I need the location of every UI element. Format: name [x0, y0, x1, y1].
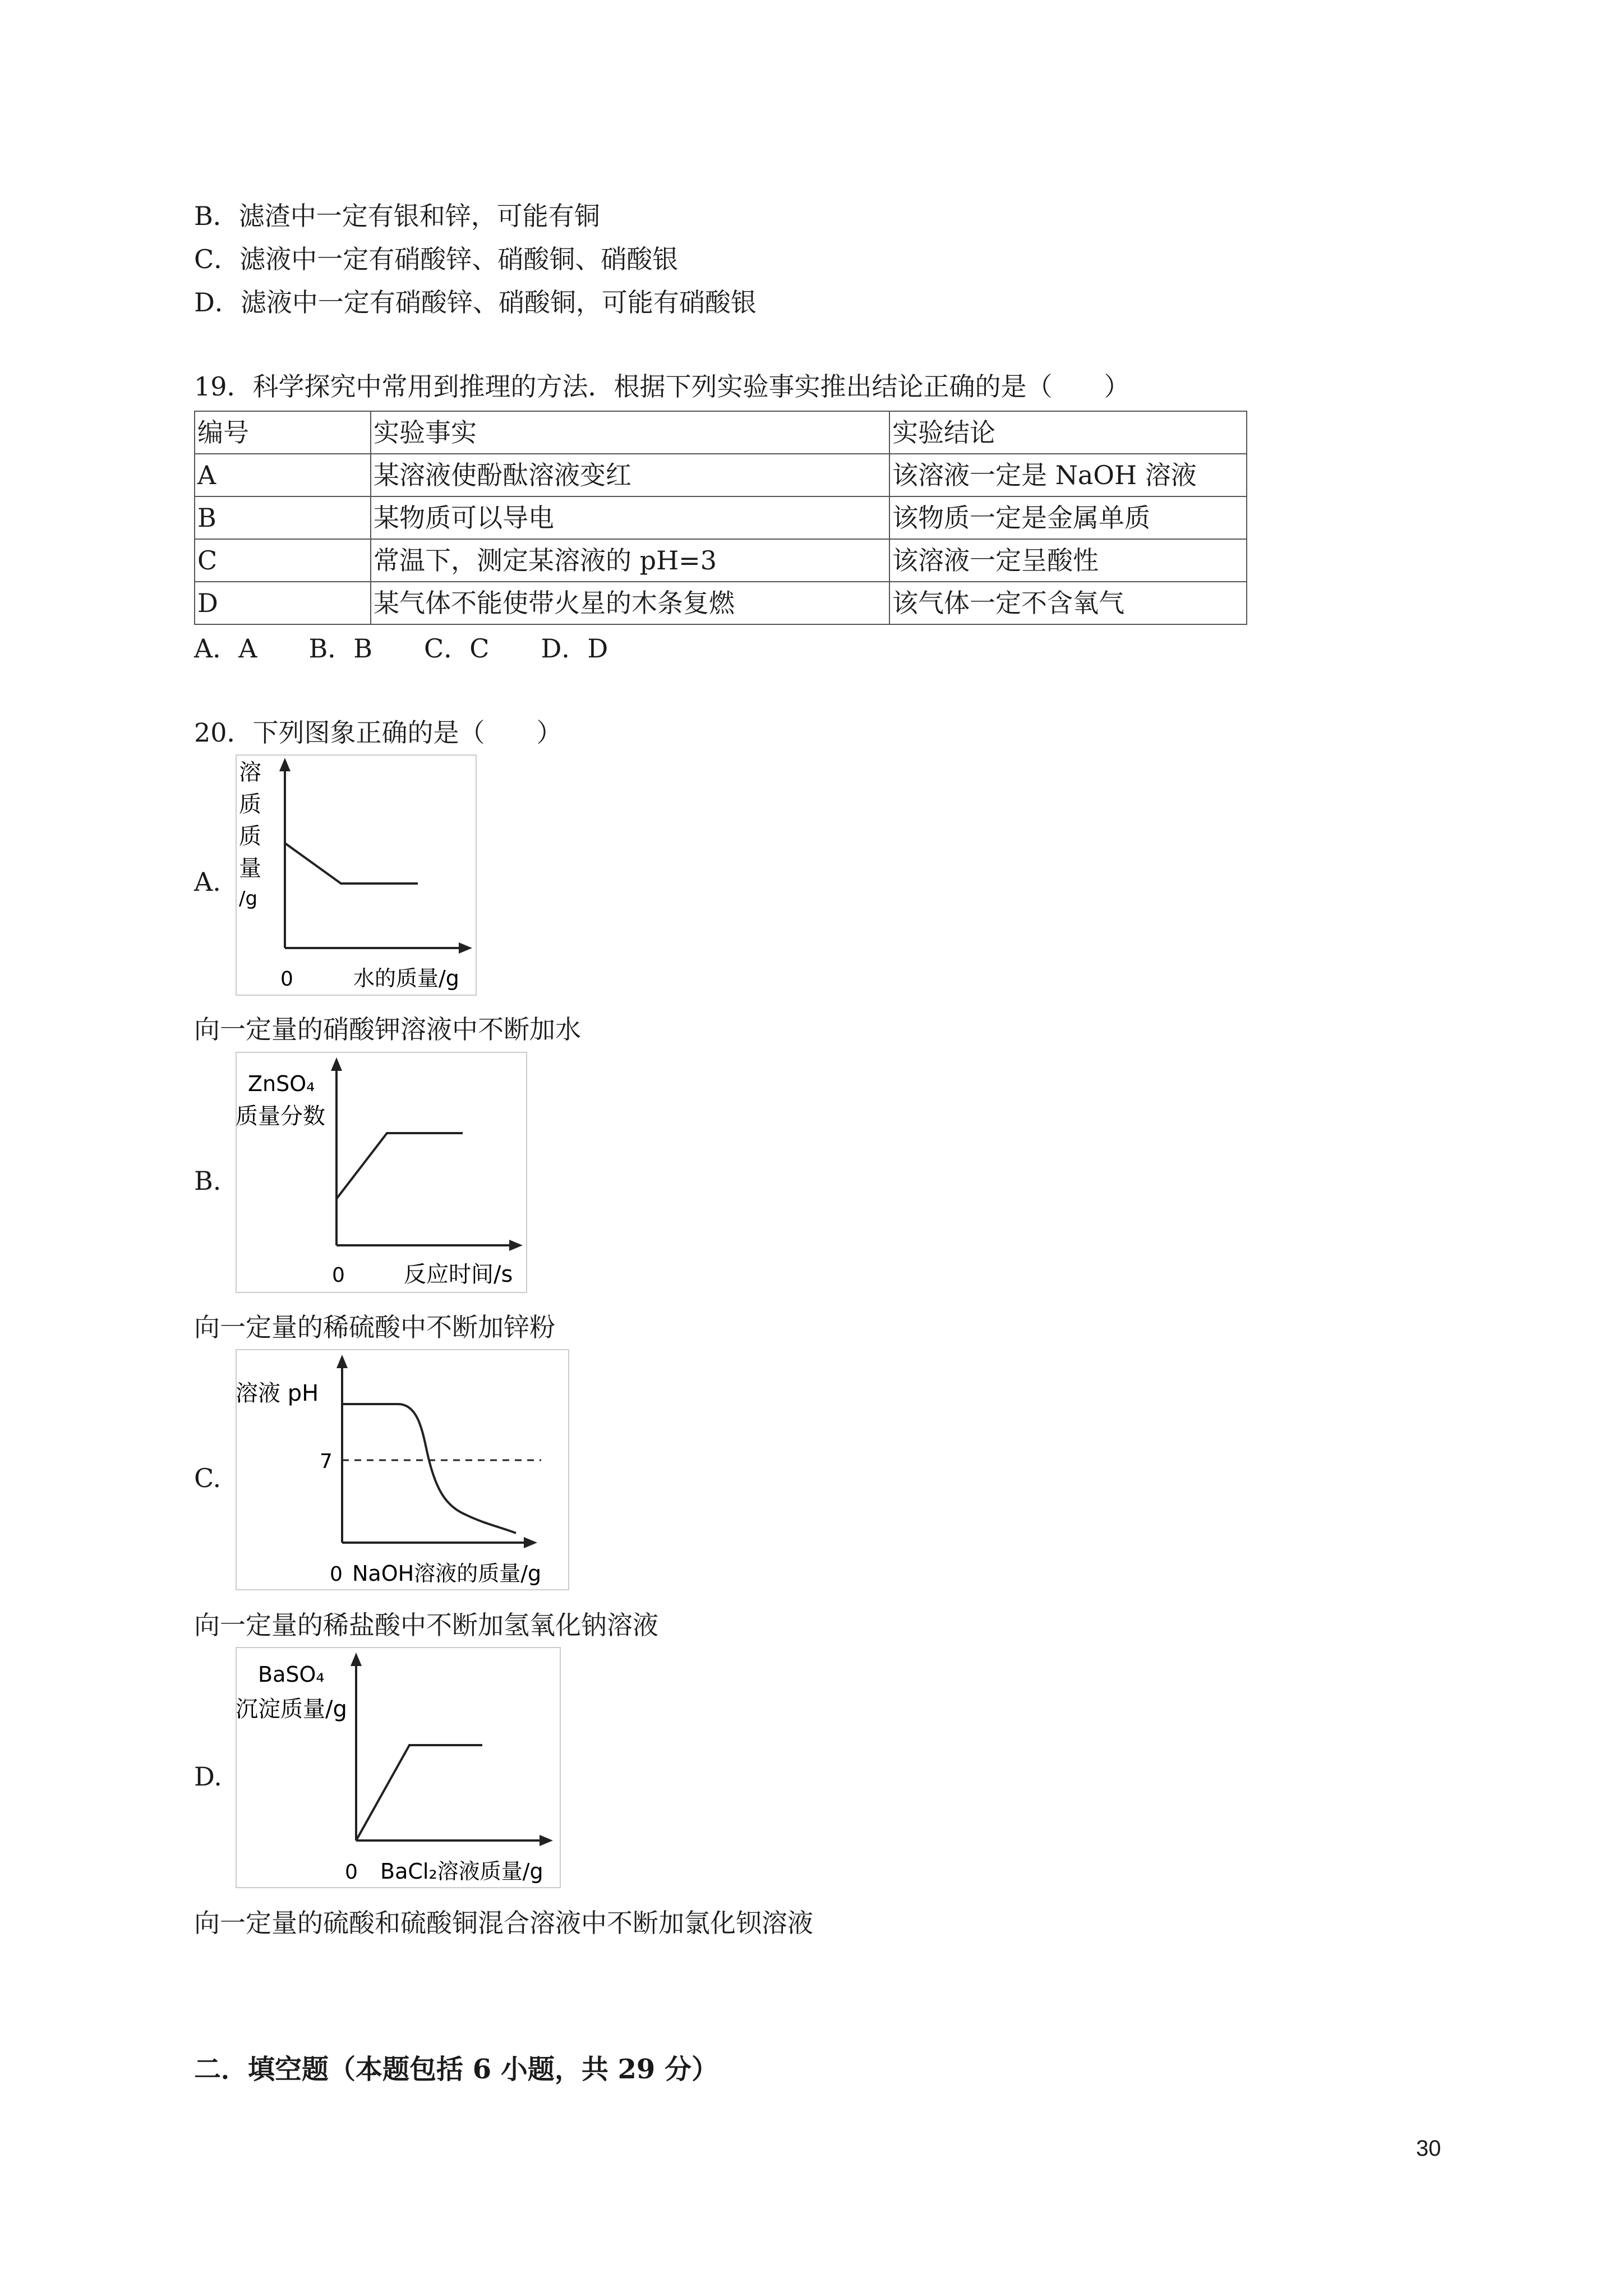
q20-option-a-caption: 向一定量的硝酸钾溶液中不断加水: [194, 1014, 581, 1045]
x-axis-label: BaCl₂溶液质量/g: [380, 1859, 543, 1884]
table-cell: 该物质一定是金属单质: [889, 496, 1247, 539]
table-header-cell: 实验事实: [371, 411, 889, 454]
y-label-line: 量: [239, 855, 261, 881]
q19-table: [194, 411, 1247, 625]
q19-stem: 19．科学探究中常用到推理的方法．根据下列实验事实推出结论正确的是（ ）: [194, 371, 1130, 402]
q20-graph-a: [236, 754, 477, 996]
table-row: [195, 454, 1247, 496]
q18-option-c: C．滤液中一定有硝酸锌、硝酸铜、硝酸银: [194, 244, 679, 274]
q20-option-d-letter: D.: [194, 1761, 222, 1792]
y-label-line: 质量分数: [236, 1103, 325, 1129]
q20-graph-c: [236, 1349, 569, 1590]
page-number: 30: [1416, 2136, 1441, 2161]
tick-label: 7: [320, 1450, 333, 1473]
origin-label: 0: [332, 1264, 345, 1287]
q20-graph-b: [236, 1052, 527, 1293]
q20-option-a-letter: A.: [194, 867, 221, 897]
q20-option-d-caption: 向一定量的硫酸和硫酸铜混合溶液中不断加氯化钡溶液: [194, 1908, 813, 1938]
q20-option-c-caption: 向一定量的稀盐酸中不断加氢氧化钠溶液: [194, 1610, 658, 1640]
y-label-line: 溶液 pH: [236, 1381, 319, 1406]
table-cell: B: [195, 496, 371, 539]
x-axis-label: NaOH溶液的质量/g: [352, 1561, 542, 1586]
table-row: [195, 496, 1247, 539]
table-cell: 某溶液使酚酞溶液变红: [371, 454, 889, 496]
y-label-line: 沉淀质量/g: [236, 1696, 347, 1722]
table-cell: 该溶液一定呈酸性: [889, 539, 1247, 582]
table-cell: C: [195, 539, 371, 582]
table-header-cell: 实验结论: [889, 411, 1247, 454]
table-cell: 某物质可以导电: [371, 496, 889, 539]
table-cell: D: [195, 582, 371, 624]
q20-option-b-caption: 向一定量的稀硫酸中不断加锌粉: [194, 1312, 555, 1342]
q20-option-b-letter: B.: [194, 1166, 222, 1196]
table-cell: 该溶液一定是 NaOH 溶液: [889, 454, 1247, 496]
table-row: [195, 539, 1247, 582]
q20-option-c-letter: C.: [194, 1463, 222, 1493]
table-row: [195, 582, 1247, 624]
q19-choices: A．A B．B C．C D．D: [194, 633, 608, 664]
origin-label: 0: [280, 968, 293, 991]
x-axis-label: 水的质量/g: [353, 966, 459, 991]
section-heading: 二．填空题（本题包括 6 小题，共 29 分）: [194, 2054, 719, 2085]
table-header-cell: 编号: [195, 411, 371, 454]
x-axis-label: 反应时间/s: [404, 1262, 513, 1287]
table-cell: 某气体不能使带火星的木条复燃: [371, 582, 889, 624]
table-cell: 该气体一定不含氧气: [889, 582, 1247, 624]
origin-label: 0: [345, 1861, 358, 1884]
table-header-row: [195, 411, 1247, 454]
y-label-line: 质: [239, 823, 261, 849]
origin-label: 0: [330, 1563, 343, 1586]
y-label-line: 质: [239, 792, 261, 817]
graph-frame: [236, 755, 476, 995]
table-cell: 常温下，测定某溶液的 pH=3: [371, 539, 889, 582]
y-label-line: BaSO₄: [258, 1662, 325, 1687]
y-label-line: /g: [239, 887, 258, 910]
q18-option-d: D．滤液中一定有硝酸锌、硝酸铜，可能有硝酸银: [194, 287, 757, 318]
y-label-line: 溶: [239, 760, 261, 785]
q18-option-b: B．滤渣中一定有银和锌，可能有铜: [194, 201, 600, 231]
q20-stem: 20．下列图象正确的是（ ）: [194, 717, 562, 748]
q20-graph-d: [236, 1647, 561, 1888]
y-label-line: ZnSO₄: [248, 1071, 315, 1096]
table-cell: A: [195, 454, 371, 496]
